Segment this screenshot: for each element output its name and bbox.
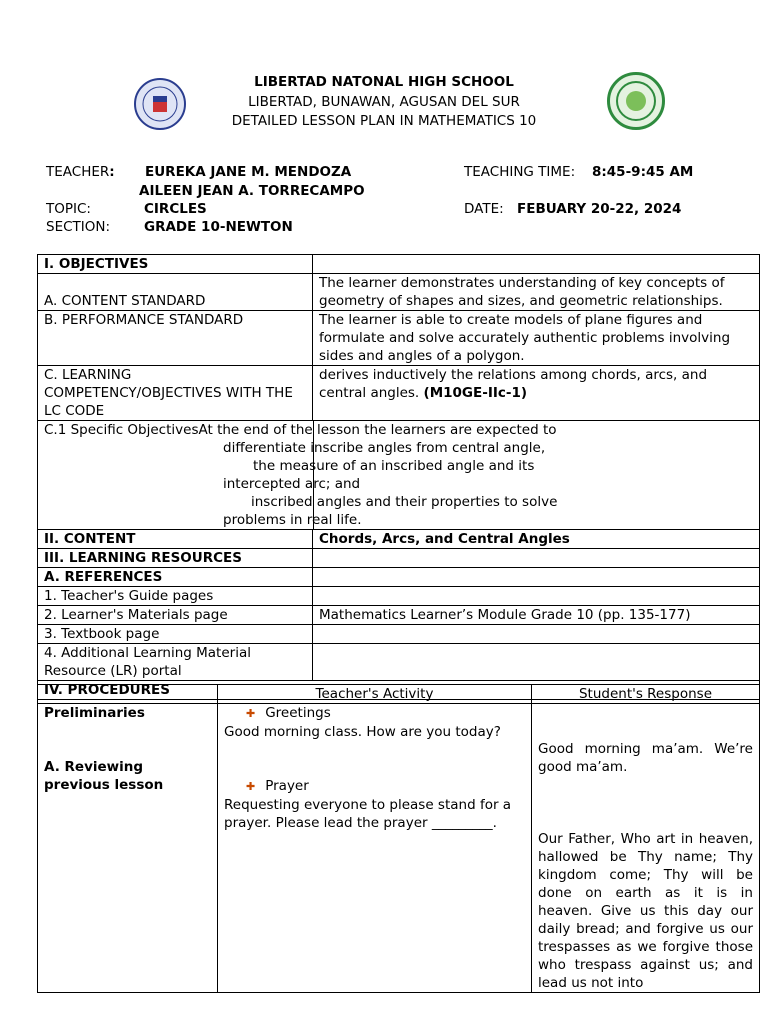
specific-objective-1: differentiate inscribe angles from central angle,: [223, 440, 546, 456]
section-value: GRADE 10-NEWTON: [144, 219, 293, 235]
prayer-line: Requesting everyone to please stand for a prayer. Please lead the prayer _________.: [224, 797, 512, 831]
performance-standard-label: B. PERFORMANCE STANDARD: [38, 311, 313, 366]
competency-label: C. LEARNING COMPETENCY/OBJECTIVES WITH THE LC CODE: [38, 366, 313, 421]
prayer-label: Prayer: [265, 778, 309, 794]
content-standard-text: The learner demonstrates understanding of key concepts of geometry of shapes and sizes, and geometric relationships.: [313, 274, 760, 311]
content-standard-label: A. CONTENT STANDARD: [38, 274, 313, 311]
references-heading: A. REFERENCES: [38, 568, 313, 587]
teacher-label: TEACHER:: [46, 164, 115, 180]
greeting-response: Good morning ma’am. We’re good ma’am.: [538, 741, 753, 775]
student-response-header: Student's Response: [532, 685, 760, 704]
specific-objective-2: the measure of an inscribed angle and its: [253, 458, 535, 474]
textbook-label: 3. Textbook page: [38, 625, 313, 644]
teacher-activity-header: Teacher's Activity: [218, 685, 532, 704]
procedures-table: [37, 684, 760, 993]
prayer-response: Our Father, Who art in heaven, hallowed be Thy name; Thy kingdom come; Thy will be done on earth as it is in heaven. Give us this day our daily bread; and forgive us our trespasses as we forgive those who trespass against us; and lead us not into: [538, 831, 753, 991]
specific-objective-4: inscribed angles and their properties to solve: [251, 494, 558, 510]
teacher-name-2: AILEEN JEAN A. TORRECAMPO: [139, 183, 365, 199]
arrow-bullet-icon: ✚: [246, 707, 256, 720]
teaching-time-label: TEACHING TIME:: [464, 164, 576, 180]
school-address: LIBERTAD, BUNAWAN, AGUSAN DEL SUR: [248, 94, 520, 110]
procedure-stage-cell: [38, 704, 218, 993]
additional-materials-label: 4. Additional Learning Material Resource (LR) portal: [38, 644, 313, 681]
competency-code: (M10GE-IIc-1): [423, 385, 528, 401]
reviewing-label: A. Reviewing previous lesson: [44, 759, 164, 793]
date-value: FEBUARY 20-22, 2024: [517, 201, 682, 217]
student-response-cell: [532, 704, 760, 993]
competency-text: derives inductively the relations among chords, arcs, and central angles. (M10GE-IIc-1): [313, 366, 760, 421]
section-label: SECTION:: [46, 219, 111, 235]
lesson-plan-table: [37, 254, 760, 700]
school-name: LIBERTAD NATONAL HIGH SCHOOL: [254, 74, 514, 90]
specific-objective-5: problems in real life.: [223, 512, 362, 528]
resources-heading: III. LEARNING RESOURCES: [38, 549, 313, 568]
objectives-heading: I. OBJECTIVES: [38, 255, 313, 274]
procedures-heading: IV. PROCEDURES: [38, 681, 760, 700]
teacher-activity-cell: [218, 704, 532, 993]
specific-objectives-intro: At the end of the lesson the learners are expected to: [198, 422, 557, 438]
plan-title: DETAILED LESSON PLAN IN MATHEMATICS 10: [231, 113, 537, 129]
learner-materials-value: Mathematics Learner’s Module Grade 10 (pp. 135-177): [313, 606, 760, 625]
specific-objectives-cell: [38, 421, 760, 530]
specific-objective-3: intercepted arc; and: [223, 476, 361, 492]
topic-value: CIRCLES: [144, 201, 207, 217]
arrow-bullet-icon: ✚: [246, 780, 256, 793]
teacher-name-1: EUREKA JANE M. MENDOZA: [145, 164, 352, 180]
specific-objectives-label: C.1 Specific Objectives: [44, 422, 199, 438]
greeting-line: Good morning class. How are you today?: [224, 724, 501, 740]
teacher-guide-label: 1. Teacher's Guide pages: [38, 587, 313, 606]
topic-label: TOPIC:: [46, 201, 91, 217]
greetings-label: Greetings: [265, 705, 331, 721]
learner-materials-label: 2. Learner's Materials page: [38, 606, 313, 625]
performance-standard-text: The learner is able to create models of plane figures and formulate and solve accurately authentic problems involving sides and angles of a polygon.: [313, 311, 760, 366]
date-label: DATE:: [464, 201, 504, 217]
teaching-time-value: 8:45-9:45 AM: [592, 164, 694, 180]
content-heading: II. CONTENT: [38, 530, 313, 549]
content-value: Chords, Arcs, and Central Angles: [313, 530, 760, 549]
preliminaries-label: Preliminaries: [44, 705, 145, 721]
